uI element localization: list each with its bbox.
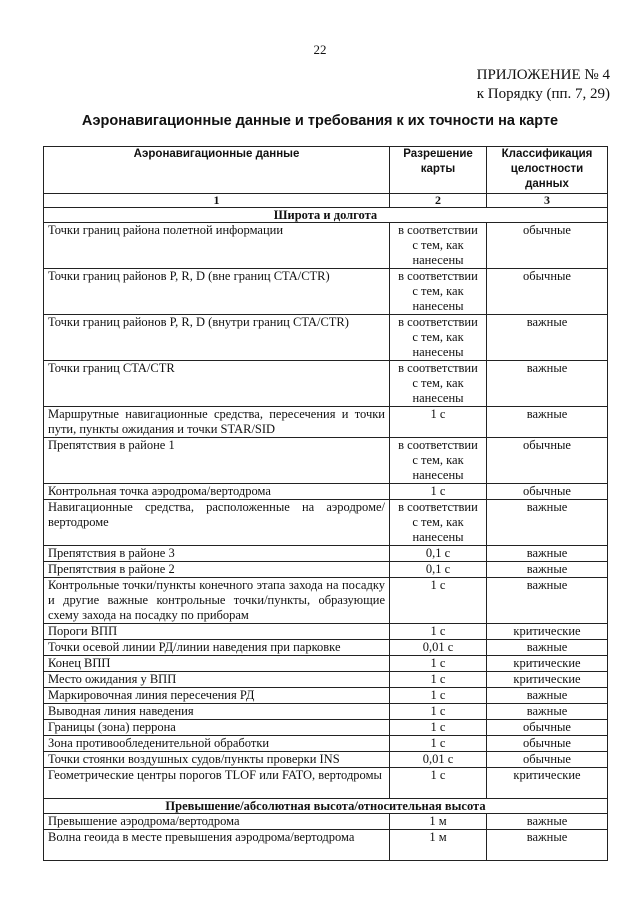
classification-cell: важные — [487, 578, 608, 624]
column-number-row — [44, 194, 608, 208]
table-row — [44, 546, 608, 562]
appendix-line-1: ПРИЛОЖЕНИЕ № 4 — [476, 67, 610, 83]
classification-cell: критические — [487, 656, 608, 672]
data-name-cell: Место ожидания у ВПП — [44, 672, 390, 688]
appendix-heading — [477, 66, 610, 104]
data-name-cell: Пороги ВПП — [44, 624, 390, 640]
table-row — [44, 500, 608, 546]
aeronautical-data-table — [43, 146, 608, 861]
table-row — [44, 578, 608, 624]
classification-cell: критические — [487, 768, 608, 799]
classification-cell: важные — [487, 830, 608, 861]
data-name-cell: Точки границ CTA/CTR — [44, 361, 390, 407]
resolution-cell: 1 м — [390, 830, 487, 861]
section-row — [44, 208, 608, 223]
classification-cell: важные — [487, 361, 608, 407]
data-name-cell: Точки границ районов P, R, D (внутри границ CTA/CTR) — [44, 315, 390, 361]
table-row — [44, 656, 608, 672]
data-name-cell: Геометрические центры порогов TLOF или FATO, вертодромы — [44, 768, 390, 799]
data-name-cell: Препятствия в районе 1 — [44, 438, 390, 484]
resolution-cell: 1 м — [390, 814, 487, 830]
data-name-cell: Препятствия в районе 3 — [44, 546, 390, 562]
data-name-cell: Волна геоида в месте превышения аэродрома/вертодрома — [44, 830, 390, 861]
table-row — [44, 830, 608, 861]
header-aeronautical-data: Аэронавигационные данные — [44, 147, 390, 194]
table-row — [44, 562, 608, 578]
section-title: Широта и долгота — [44, 208, 608, 223]
resolution-cell: 1 с — [390, 624, 487, 640]
table-row — [44, 223, 608, 269]
resolution-cell: 1 с — [390, 688, 487, 704]
table-row — [44, 672, 608, 688]
resolution-cell: в соответствии с тем, как нанесены — [390, 269, 487, 315]
header-integrity-classification: Классификация целостности данных — [487, 147, 608, 194]
resolution-cell: в соответствии с тем, как нанесены — [390, 361, 487, 407]
table-row — [44, 269, 608, 315]
classification-cell: важные — [487, 814, 608, 830]
appendix-line-2: к Порядку (пп. 7, 29) — [476, 86, 610, 102]
table-row — [44, 407, 608, 438]
classification-cell: важные — [487, 562, 608, 578]
table-header-row — [44, 147, 608, 194]
resolution-cell: в соответствии с тем, как нанесены — [390, 315, 487, 361]
classification-cell: обычные — [487, 752, 608, 768]
data-name-cell: Маршрутные навигационные средства, пересечения и точки пути, пункты ожидания и точки STAR/SID — [44, 407, 390, 438]
resolution-cell: 0,01 с — [390, 640, 487, 656]
classification-cell: важные — [487, 500, 608, 546]
classification-cell: обычные — [487, 269, 608, 315]
resolution-cell: 1 с — [390, 484, 487, 500]
section-title: Превышение/абсолютная высота/относительная высота — [44, 799, 608, 814]
classification-cell: обычные — [487, 736, 608, 752]
classification-cell: важные — [487, 546, 608, 562]
classification-cell: критические — [487, 624, 608, 640]
resolution-cell: в соответствии с тем, как нанесены — [390, 438, 487, 484]
table-row — [44, 814, 608, 830]
data-name-cell: Зона противообледенительной обработки — [44, 736, 390, 752]
table-row — [44, 752, 608, 768]
table-row — [44, 688, 608, 704]
classification-cell: важные — [487, 407, 608, 438]
resolution-cell: 1 с — [390, 407, 487, 438]
table-row — [44, 484, 608, 500]
classification-cell: обычные — [487, 438, 608, 484]
data-name-cell: Контрольные точки/пункты конечного этапа захода на посадку и другие важные контрольные точки/пункты, образующие схему захода на посадку по приборам — [44, 578, 390, 624]
resolution-cell: 1 с — [390, 768, 487, 799]
resolution-cell: 1 с — [390, 720, 487, 736]
column-number: 3 — [487, 194, 608, 208]
data-name-cell: Навигационные средства, расположенные на аэродроме/вертодроме — [44, 500, 390, 546]
table-row — [44, 736, 608, 752]
table-row — [44, 438, 608, 484]
data-name-cell: Препятствия в районе 2 — [44, 562, 390, 578]
table-row — [44, 640, 608, 656]
table-row — [44, 720, 608, 736]
resolution-cell: 1 с — [390, 704, 487, 720]
resolution-cell: 1 с — [390, 736, 487, 752]
classification-cell: обычные — [487, 720, 608, 736]
table-row — [44, 624, 608, 640]
table-row — [44, 768, 608, 799]
resolution-cell: в соответствии с тем, как нанесены — [390, 500, 487, 546]
classification-cell: обычные — [487, 223, 608, 269]
classification-cell: важные — [487, 688, 608, 704]
document-title: Аэронавигационные данные и требования к их точности на карте — [81, 113, 559, 129]
classification-cell: важные — [487, 704, 608, 720]
resolution-cell: 1 с — [390, 578, 487, 624]
data-name-cell: Превышение аэродрома/вертодрома — [44, 814, 390, 830]
resolution-cell: 1 с — [390, 656, 487, 672]
header-chart-resolution: Разрешение карты — [390, 147, 487, 194]
column-number: 1 — [44, 194, 390, 208]
classification-cell: обычные — [487, 484, 608, 500]
table-row — [44, 361, 608, 407]
data-name-cell: Точки границ районов P, R, D (вне границ CTA/CTR) — [44, 269, 390, 315]
data-name-cell: Конец ВПП — [44, 656, 390, 672]
section-row — [44, 799, 608, 814]
classification-cell: важные — [487, 315, 608, 361]
data-name-cell: Точки осевой линии РД/линии наведения при парковке — [44, 640, 390, 656]
resolution-cell: 1 с — [390, 672, 487, 688]
resolution-cell: 0,01 с — [390, 752, 487, 768]
table-row — [44, 315, 608, 361]
page-number: 22 — [313, 42, 327, 57]
resolution-cell: 0,1 с — [390, 546, 487, 562]
resolution-cell: 0,1 с — [390, 562, 487, 578]
data-name-cell: Точки границ района полетной информации — [44, 223, 390, 269]
data-name-cell: Маркировочная линия пересечения РД — [44, 688, 390, 704]
data-name-cell: Точки стоянки воздушных судов/пункты проверки INS — [44, 752, 390, 768]
classification-cell: критические — [487, 672, 608, 688]
data-name-cell: Выводная линия наведения — [44, 704, 390, 720]
classification-cell: важные — [487, 640, 608, 656]
resolution-cell: в соответствии с тем, как нанесены — [390, 223, 487, 269]
column-number: 2 — [390, 194, 487, 208]
data-name-cell: Границы (зона) перрона — [44, 720, 390, 736]
table-row — [44, 704, 608, 720]
data-name-cell: Контрольная точка аэродрома/вертодрома — [44, 484, 390, 500]
